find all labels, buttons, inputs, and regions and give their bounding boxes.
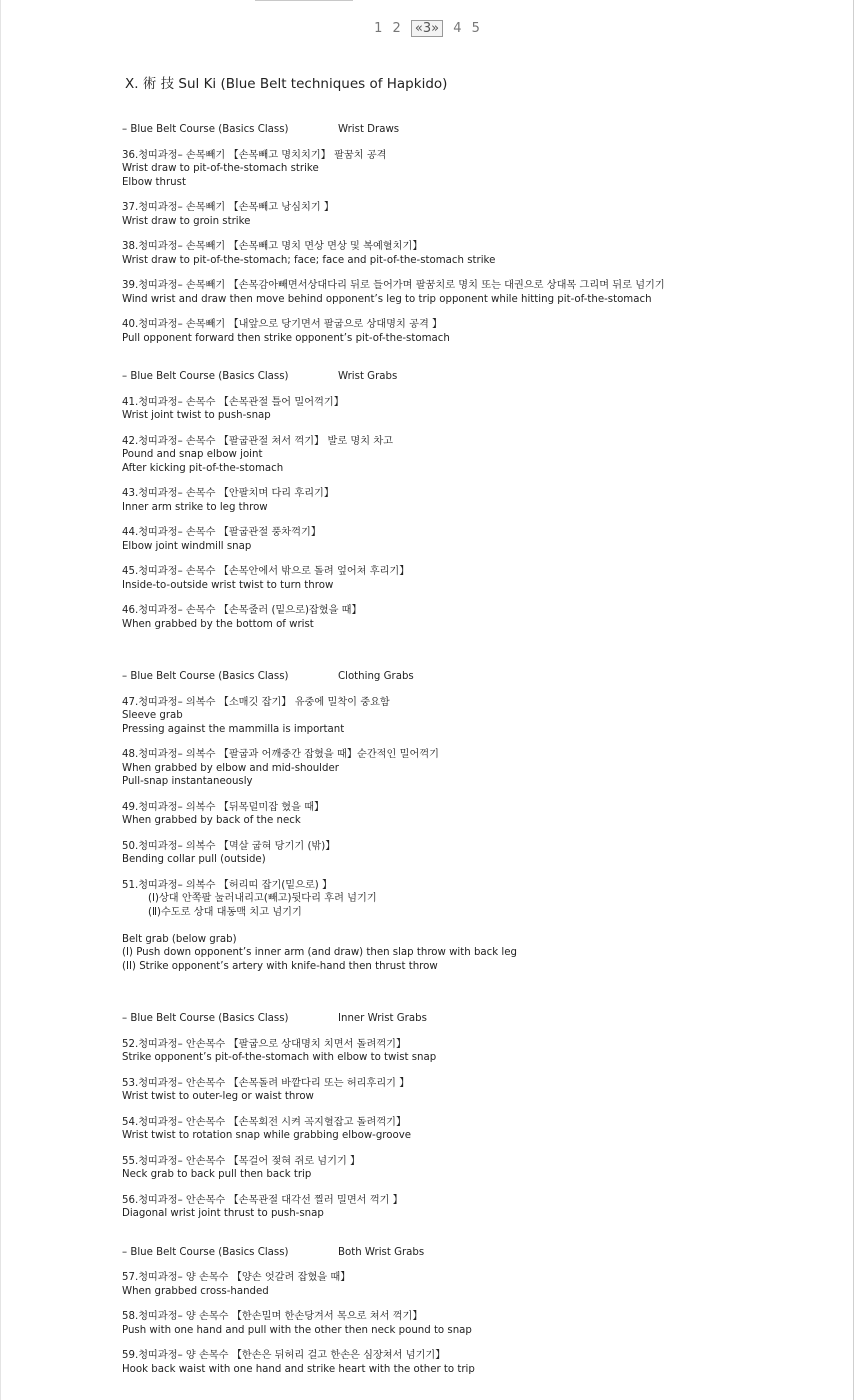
technique-49: [122, 801, 842, 828]
technique-korean: 54.청띠과정– 안손목수 【손목회전 시켜 곡지혈잡고 돌려꺽기】: [122, 1116, 407, 1128]
technique-korean-sub: (Ⅰ)상대 안쪽팔 눌러내리고(빼고)뒷다리 후려 넘기기: [148, 893, 377, 904]
technique-english: Pound and snap elbow joint: [122, 449, 263, 460]
technique-44: [122, 526, 842, 553]
technique-korean: 42.청띠과정– 손목수 【팔굽관절 쳐서 꺽기】 발로 명치 차고: [122, 435, 393, 447]
page-link-4[interactable]: 4: [453, 21, 462, 36]
section-category: Wrist Draws: [338, 124, 400, 135]
technique-english: When grabbed by elbow and mid-shoulder: [122, 762, 339, 774]
technique-55: [122, 1155, 842, 1182]
section-header-inner-wrist-grabs: [122, 1012, 842, 1026]
technique-english: Wrist twist to rotation snap while grabbing elbow-groove: [122, 1130, 412, 1141]
frame-right-line: [853, 0, 854, 1400]
section-category: Wrist Grabs: [338, 371, 398, 382]
technique-english: Wind wrist and draw then move behind opponent’s leg to trip opponent while hitting pit-of-the-stomach: [122, 293, 652, 305]
technique-english: Belt grab (below grab): [122, 933, 237, 945]
technique-korean: 49.청띠과정– 의복수 【뒤목덜미잡 혔을 때】: [122, 801, 325, 813]
technique-english: Hook back waist with one hand and strike heart with the other to trip: [122, 1363, 475, 1375]
technique-korean: 55.청띠과정– 안손목수 【목걸어 젖혀 쥐로 넘기기 】: [122, 1155, 361, 1167]
technique-36: [122, 149, 842, 190]
technique-korean: 43.청띠과정– 손목수 【안팔치며 다리 후리기】: [122, 488, 335, 499]
technique-english: (II) Strike opponent’s artery with knife-hand then thrust throw: [122, 960, 438, 972]
technique-english: Elbow joint windmill snap: [122, 540, 252, 552]
technique-47: [122, 696, 842, 737]
technique-53: [122, 1077, 842, 1104]
technique-37: [122, 201, 842, 228]
technique-56: [122, 1194, 842, 1221]
section-header-wrist-grabs: [122, 370, 842, 384]
technique-english: Inner arm strike to leg throw: [122, 501, 268, 513]
section-header-wrist-draws: [122, 123, 842, 137]
document-body: [122, 76, 842, 1388]
technique-korean: 38.청띠과정– 손목빼기 【손목빼고 명치 면상 면상 및 복예혈치기】: [122, 241, 423, 252]
technique-48: [122, 748, 842, 789]
technique-korean: 48.청띠과정– 의복수 【팔굽과 어깨중간 잡혔을 때】순간적인 밀어꺽기: [122, 749, 439, 760]
technique-54: [122, 1116, 842, 1143]
technique-english: (I) Push down opponent’s inner arm (and draw) then slap throw with back leg: [122, 947, 517, 958]
technique-korean: 47.청띠과정– 의복수 【소매깃 잡기】 유중에 밀착이 중요함: [122, 696, 390, 708]
technique-40: [122, 318, 842, 345]
technique-english: Wrist draw to pit-of-the-stomach; face; face and pit-of-the-stomach strike: [122, 254, 496, 266]
technique-korean-sub: (Ⅱ)수도로 상대 대동맥 치고 넘기기: [148, 906, 302, 918]
technique-45: [122, 565, 842, 592]
technique-46: [122, 604, 842, 631]
technique-english: Pull opponent forward then strike opponent’s pit-of-the-stomach: [122, 332, 450, 344]
technique-korean: 36.청띠과정– 손목빼기 【손목빼고 명치치기】 팔꿈치 공격: [122, 149, 387, 161]
technique-english: Wrist draw to pit-of-the-stomach strike: [122, 163, 319, 174]
frame-left-line: [0, 0, 1, 1400]
technique-korean: 45.청띠과정– 손목수 【손목안에서 밖으로 돌려 엎어쳐 후리기】: [122, 566, 410, 577]
technique-korean: 52.청띠과정– 안손목수 【팔굽으로 상대명치 치면서 돌려꺽기】: [122, 1038, 407, 1050]
technique-english: When grabbed cross-handed: [122, 1285, 269, 1297]
technique-korean: 51.청띠과정– 의복수 【허리띠 잡기(밑으로) 】: [122, 879, 333, 891]
technique-english: When grabbed by the bottom of wrist: [122, 618, 314, 630]
section-course: – Blue Belt Course (Basics Class): [122, 671, 289, 682]
technique-korean: 53.청띠과정– 안손목수 【손목돌려 바깥다리 또는 허리후리기 】: [122, 1077, 410, 1089]
section-course: – Blue Belt Course (Basics Class): [122, 1013, 289, 1024]
spacer: [122, 1233, 842, 1246]
page-link-2[interactable]: 2: [392, 21, 401, 36]
technique-41: [122, 396, 842, 423]
section-header-both-wrist-grabs: [122, 1246, 842, 1260]
page-link-1[interactable]: 1: [374, 21, 383, 36]
section-course: – Blue Belt Course (Basics Class): [122, 1246, 289, 1258]
section-header-clothing-grabs: [122, 670, 842, 684]
section-category: Inner Wrist Grabs: [338, 1013, 427, 1024]
technique-english: Pull-snap instantaneously: [122, 776, 253, 787]
page-title: Ⅹ. 術 技 Sul Ki (Blue Belt techniques of Hapkido): [125, 76, 448, 92]
technique-english: Diagonal wrist joint thrust to push-snap: [122, 1208, 324, 1219]
technique-english: Sleeve grab: [122, 710, 183, 721]
technique-58: [122, 1310, 842, 1337]
technique-51: [122, 879, 842, 974]
technique-korean: 39.청띠과정– 손목빼기 【손목감아빼면서상대다리 뒤로 들어가며 팔꿈치로 명치 또는 대권으로 상대목 그리며 뒤로 넘기기: [122, 280, 665, 291]
spacer: [122, 985, 842, 1012]
technique-39: [122, 279, 842, 306]
technique-50: [122, 840, 842, 867]
page-link-5[interactable]: 5: [471, 21, 480, 36]
technique-korean: 46.청띠과정– 손목수 【손목줄러 (밑으로)잡혔을 때】: [122, 605, 362, 616]
technique-42: [122, 435, 842, 476]
technique-korean: 37.청띠과정– 손목빼기 【손목빼고 낭심치기 】: [122, 202, 335, 213]
technique-korean: 41.청띠과정– 손목수 【손목관절 틀어 밀어꺽기】: [122, 396, 344, 408]
technique-english: Push with one hand and pull with the other then neck pound to snap: [122, 1324, 472, 1336]
technique-korean: 57.청띠과정– 양 손목수 【양손 엇갈려 잡혔을 때】: [122, 1272, 351, 1283]
pagination: [0, 20, 854, 37]
technique-korean: 59.청띠과정– 양 손목수 【한손은 뒤허리 걸고 한손은 심장쳐서 넘기기】: [122, 1350, 446, 1361]
section-category: Clothing Grabs: [338, 671, 414, 682]
technique-59: [122, 1349, 842, 1376]
technique-english: Bending collar pull (outside): [122, 854, 266, 865]
spacer: [122, 643, 842, 670]
technique-english: When grabbed by back of the neck: [122, 815, 301, 826]
section-course: – Blue Belt Course (Basics Class): [122, 124, 289, 135]
technique-korean: 56.청띠과정– 안손목수 【손목관절 대각선 찔러 밀면서 꺽기 】: [122, 1194, 403, 1206]
page-current-3[interactable]: «3»: [411, 20, 443, 37]
technique-english: Elbow thrust: [122, 176, 186, 188]
technique-52: [122, 1038, 842, 1065]
technique-korean: 50.청띠과정– 의복수 【멱살 굽혀 당기기 (밖)】: [122, 840, 336, 852]
technique-english: Wrist twist to outer-leg or waist throw: [122, 1091, 314, 1102]
technique-english: Inside-to-outside wrist twist to turn throw: [122, 579, 334, 591]
technique-english: Neck grab to back pull then back trip: [122, 1169, 312, 1180]
technique-english: Strike opponent’s pit-of-the-stomach with elbow to twist snap: [122, 1052, 437, 1063]
technique-english: After kicking pit-of-the-stomach: [122, 462, 284, 474]
technique-57: [122, 1271, 842, 1298]
technique-korean: 44.청띠과정– 손목수 【팔굽관절 풍차꺽기】: [122, 527, 322, 538]
technique-korean: 40.청띠과정– 손목빼기 【내앞으로 당기면서 팔굽으로 상대명치 공격 】: [122, 319, 443, 330]
spacer: [122, 357, 842, 370]
technique-korean: 58.청띠과정– 양 손목수 【한손밀며 한손당겨서 목으로 쳐서 꺽기】: [122, 1311, 423, 1322]
section-category: Both Wrist Grabs: [338, 1246, 425, 1258]
spacer-line: [122, 919, 842, 933]
frame-top-line: [255, 0, 353, 1]
technique-english: Wrist joint twist to push-snap: [122, 410, 271, 421]
technique-english: Pressing against the mammilla is important: [122, 723, 345, 735]
section-course: – Blue Belt Course (Basics Class): [122, 371, 289, 382]
technique-38: [122, 240, 842, 267]
technique-english: Wrist draw to groin strike: [122, 215, 251, 227]
technique-43: [122, 487, 842, 514]
